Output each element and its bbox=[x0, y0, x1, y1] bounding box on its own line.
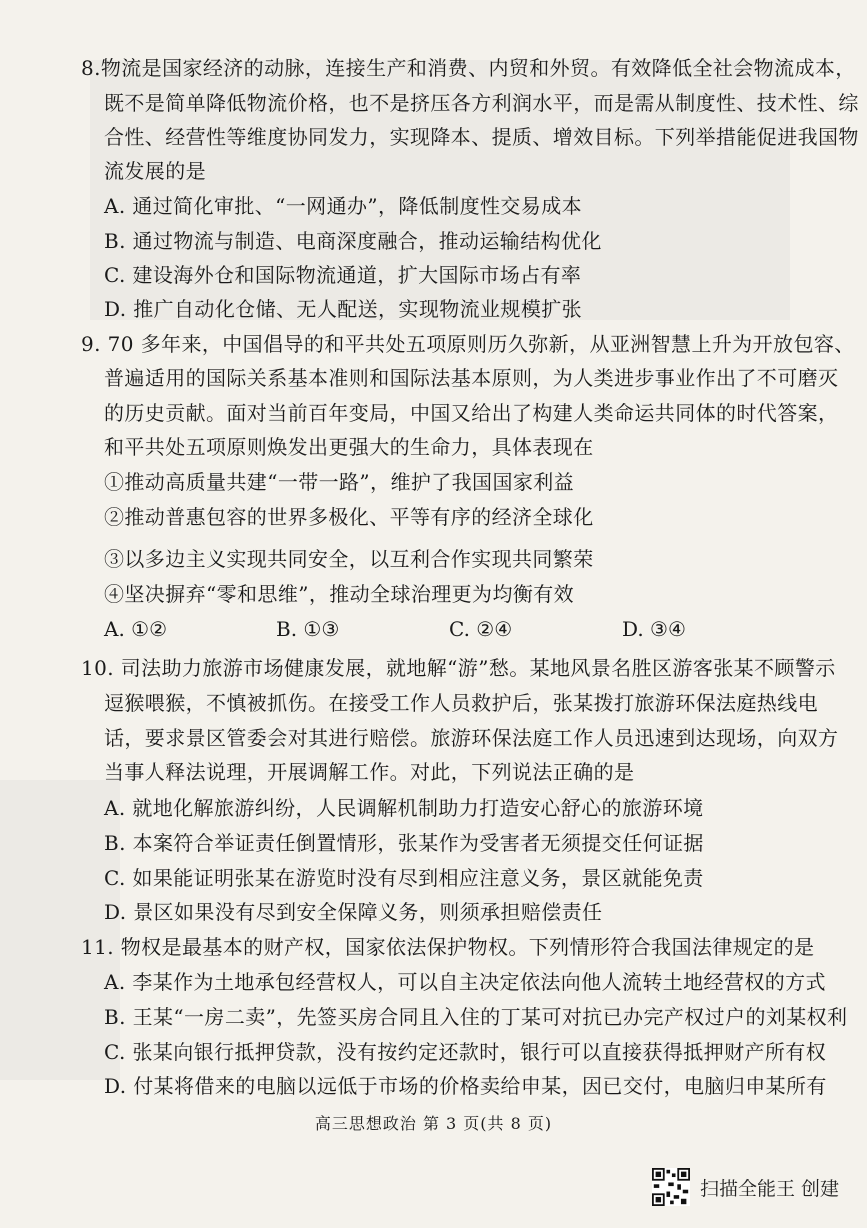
q9-stem-line-2: 普遍适用的国际关系基本准则和国际法基本原则，为人类进步事业作出了不可磨灭 bbox=[104, 366, 839, 390]
q9-option-a: A. ①② bbox=[104, 617, 168, 641]
q9-options bbox=[104, 617, 686, 641]
scanner-watermark bbox=[652, 1167, 839, 1207]
q11-option-c: C. 张某向银行抵押贷款，没有按约定还款时，银行可以直接获得抵押财产所有权 bbox=[104, 1040, 827, 1064]
scan-smudge bbox=[0, 780, 120, 1080]
q10-option-d: D. 景区如果没有尽到安全保障义务，则须承担赔偿责任 bbox=[104, 900, 603, 924]
q9-option-b: B. ①③ bbox=[276, 617, 340, 641]
q8-stem-line-4: 流发展的是 bbox=[104, 159, 206, 183]
q11-stem-line-1: 11. 物权是最基本的财产权，国家依法保护物权。下列情形符合我国法律规定的是 bbox=[81, 935, 815, 959]
q9-option-d: D. ③④ bbox=[622, 617, 686, 641]
q9-item-2: ②推动普惠包容的世界多极化、平等有序的经济全球化 bbox=[104, 505, 594, 529]
q11-option-b: B. 王某“一房二卖”，先签买房合同且入住的丁某可对抗已办完产权过户的刘某权利 bbox=[104, 1005, 848, 1029]
q8-stem-line-2: 既不是简单降低物流价格，也不是挤压各方利润水平，而是需从制度性、技术性、综 bbox=[104, 91, 859, 115]
q8-option-a: A. 通过简化审批、“一网通办”，降低制度性交易成本 bbox=[104, 194, 583, 218]
q10-stem-line-2: 逗猴喂猴，不慎被抓伤。在接受工作人员救护后，张某拨打旅游环保法庭热线电 bbox=[104, 691, 818, 715]
qr-code-icon bbox=[652, 1168, 690, 1206]
q9-item-1: ①推动高质量共建“一带一路”，维护了我国国家利益 bbox=[104, 470, 575, 494]
q8-stem-line-3: 合性、经营性等维度协同发力，实现降本、提质、增效目标。下列举措能促进我国物 bbox=[104, 125, 859, 149]
q11-option-d: D. 付某将借来的电脑以远低于市场的价格卖给申某，因已交付，电脑归申某所有 bbox=[104, 1074, 827, 1098]
q8-option-b: B. 通过物流与制造、电商深度融合，推动运输结构优化 bbox=[104, 229, 602, 253]
q9-stem-line-3: 的历史贡献。面对当前百年变局，中国又给出了构建人类命运共同体的时代答案， bbox=[104, 401, 839, 425]
q8-stem-line-1: 8.物流是国家经济的动脉，连接生产和消费、内贸和外贸。有效降低全社会物流成本， bbox=[81, 56, 856, 80]
q11-option-a: A. 李某作为土地承包经营权人，可以自主决定依法向他人流转土地经营权的方式 bbox=[104, 970, 826, 994]
q10-option-b: B. 本案符合举证责任倒置情形，张某作为受害者无须提交任何证据 bbox=[104, 831, 704, 855]
page-footer: 高三思想政治 第 3 页(共 8 页) bbox=[314, 1114, 553, 1133]
q8-option-c: C. 建设海外仓和国际物流通道，扩大国际市场占有率 bbox=[104, 263, 582, 287]
q9-option-c: C. ②④ bbox=[449, 617, 513, 641]
q10-stem-line-3: 话，要求景区管委会对其进行赔偿。旅游环保法庭工作人员迅速到达现场，向双方 bbox=[104, 726, 839, 750]
q10-stem-line-4: 当事人释法说理，开展调解工作。对此，下列说法正确的是 bbox=[104, 760, 635, 784]
q9-stem-line-4: 和平共处五项原则焕发出更强大的生命力，具体表现在 bbox=[104, 435, 594, 459]
q9-item-3: ③以多边主义实现共同安全，以互利合作实现共同繁荣 bbox=[104, 547, 594, 571]
q10-stem-line-1: 10. 司法助力旅游市场健康发展，就地解“游”愁。某地风景名胜区游客张某不顾警示 bbox=[81, 656, 836, 680]
watermark-text: 扫描全能王 创建 bbox=[700, 1177, 840, 1200]
q10-option-c: C. 如果能证明张某在游览时没有尽到相应注意义务，景区就能免责 bbox=[104, 866, 704, 890]
q9-item-4: ④坚决摒弃“零和思维”，推动全球治理更为均衡有效 bbox=[104, 582, 575, 606]
q10-option-a: A. 就地化解旅游纠纷，人民调解机制助力打造安心舒心的旅游环境 bbox=[104, 796, 704, 820]
q8-option-d: D. 推广自动化仓储、无人配送，实现物流业规模扩张 bbox=[104, 297, 583, 321]
q9-stem-line-1: 9. 70 多年来，中国倡导的和平共处五项原则历久弥新，从亚洲智慧上升为开放包容、 bbox=[81, 332, 855, 356]
